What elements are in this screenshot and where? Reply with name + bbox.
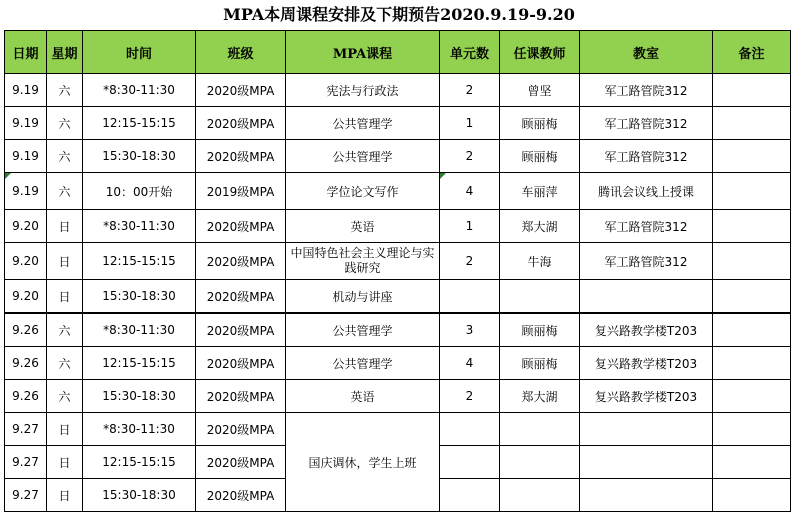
cell-class: 2020级MPA <box>196 210 286 243</box>
cell-units <box>440 280 500 314</box>
cell-note <box>713 243 791 280</box>
cell-room: 腾讯会议线上授课 <box>580 173 713 210</box>
cell-room <box>580 413 713 446</box>
cell-teacher <box>500 446 580 479</box>
cell-room <box>580 446 713 479</box>
cell-room <box>580 479 713 512</box>
cell-units: 1 <box>440 210 500 243</box>
cell-teacher: 车丽萍 <box>500 173 580 210</box>
cell-date: 9.19 <box>5 74 47 107</box>
cell-date: 9.26 <box>5 347 47 380</box>
cell-units: 2 <box>440 380 500 413</box>
cell-note <box>713 446 791 479</box>
table-row <box>5 210 791 243</box>
cell-time: 15:30-18:30 <box>83 140 196 173</box>
cell-class: 2020级MPA <box>196 313 286 347</box>
table-row <box>5 107 791 140</box>
cell-room <box>580 280 713 314</box>
cell-room: 军工路管院312 <box>580 210 713 243</box>
table-row <box>5 380 791 413</box>
cell-note <box>713 173 791 210</box>
cell-weekday: 六 <box>47 107 83 140</box>
cell-course: 公共管理学 <box>286 313 440 347</box>
cell-teacher: 郑大湖 <box>500 380 580 413</box>
cell-note <box>713 413 791 446</box>
cell-teacher: 顾丽梅 <box>500 140 580 173</box>
cell-weekday: 日 <box>47 479 83 512</box>
cell-units <box>440 446 500 479</box>
cell-teacher: 郑大湖 <box>500 210 580 243</box>
cell-class: 2020级MPA <box>196 413 286 446</box>
cell-room: 复兴路教学楼T203 <box>580 380 713 413</box>
table-row <box>5 280 791 314</box>
cell-class: 2019级MPA <box>196 173 286 210</box>
header-room: 教室 <box>580 31 713 74</box>
cell-weekday: 日 <box>47 210 83 243</box>
cell-units: 1 <box>440 107 500 140</box>
cell-time: 12:15-15:15 <box>83 243 196 280</box>
cell-room: 军工路管院312 <box>580 243 713 280</box>
cell-class: 2020级MPA <box>196 347 286 380</box>
cell-course: 公共管理学 <box>286 140 440 173</box>
cell-date: 9.19 <box>5 140 47 173</box>
cell-time: *8:30-11:30 <box>83 210 196 243</box>
cell-teacher <box>500 479 580 512</box>
cell-time: *8:30-11:30 <box>83 74 196 107</box>
header-row <box>5 31 791 74</box>
cell-weekday: 日 <box>47 243 83 280</box>
cell-teacher: 顾丽梅 <box>500 313 580 347</box>
header-date: 日期 <box>5 31 47 74</box>
header-note: 备注 <box>713 31 791 74</box>
table-row <box>5 74 791 107</box>
cell-note <box>713 347 791 380</box>
header-weekday: 星期 <box>47 31 83 74</box>
cell-units: 4 <box>440 347 500 380</box>
cell-weekday: 六 <box>47 173 83 210</box>
cell-time: 15:30-18:30 <box>83 479 196 512</box>
cell-teacher: 顾丽梅 <box>500 107 580 140</box>
cell-course: 宪法与行政法 <box>286 74 440 107</box>
cell-weekday: 六 <box>47 74 83 107</box>
header-time: 时间 <box>83 31 196 74</box>
cell-note <box>713 210 791 243</box>
cell-class: 2020级MPA <box>196 446 286 479</box>
cell-date: 9.26 <box>5 313 47 347</box>
cell-note <box>713 380 791 413</box>
cell-course: 英语 <box>286 210 440 243</box>
cell-merged-note: 国庆调休，学生上班 <box>286 413 440 512</box>
header-units: 单元数 <box>440 31 500 74</box>
cell-units <box>440 413 500 446</box>
page-title: MPA本周课程安排及下期预告2020.9.19-9.20 <box>223 5 575 24</box>
cell-course: 英语 <box>286 380 440 413</box>
cell-room: 军工路管院312 <box>580 140 713 173</box>
cell-time: 12:15-15:15 <box>83 347 196 380</box>
cell-class: 2020级MPA <box>196 243 286 280</box>
cell-class: 2020级MPA <box>196 107 286 140</box>
table-row <box>5 173 791 210</box>
cell-note <box>713 280 791 314</box>
header-teacher: 任课教师 <box>500 31 580 74</box>
cell-class: 2020级MPA <box>196 479 286 512</box>
cell-units: 3 <box>440 313 500 347</box>
cell-room: 军工路管院312 <box>580 107 713 140</box>
cell-units: 4 <box>440 173 500 210</box>
cell-units <box>440 479 500 512</box>
cell-date: 9.27 <box>5 446 47 479</box>
cell-class: 2020级MPA <box>196 74 286 107</box>
cell-note <box>713 313 791 347</box>
schedule-table <box>4 30 791 512</box>
cell-course: 公共管理学 <box>286 107 440 140</box>
cell-units: 2 <box>440 74 500 107</box>
cell-date: 9.20 <box>5 210 47 243</box>
cell-weekday: 六 <box>47 313 83 347</box>
table-row <box>5 243 791 280</box>
cell-note <box>713 74 791 107</box>
cell-teacher: 牛海 <box>500 243 580 280</box>
cell-teacher: 顾丽梅 <box>500 347 580 380</box>
cell-time: 12:15-15:15 <box>83 446 196 479</box>
cell-teacher <box>500 280 580 314</box>
cell-note <box>713 140 791 173</box>
cell-class: 2020级MPA <box>196 140 286 173</box>
cell-time: 15:30-18:30 <box>83 280 196 314</box>
cell-room: 军工路管院312 <box>580 74 713 107</box>
table-row <box>5 413 791 446</box>
header-class: 班级 <box>196 31 286 74</box>
cell-class: 2020级MPA <box>196 280 286 314</box>
cell-room: 复兴路教学楼T203 <box>580 313 713 347</box>
cell-course: 中国特色社会主义理论与实践研究 <box>286 243 440 280</box>
cell-time: *8:30-11:30 <box>83 313 196 347</box>
cell-date: 9.19 <box>5 173 47 210</box>
cell-date: 9.27 <box>5 413 47 446</box>
cell-date: 9.20 <box>5 280 47 314</box>
cell-date: 9.19 <box>5 107 47 140</box>
cell-weekday: 日 <box>47 413 83 446</box>
table-row <box>5 140 791 173</box>
cell-weekday: 六 <box>47 347 83 380</box>
cell-weekday: 日 <box>47 446 83 479</box>
cell-teacher: 曾坚 <box>500 74 580 107</box>
cell-time: 10：00开始 <box>83 173 196 210</box>
cell-room: 复兴路教学楼T203 <box>580 347 713 380</box>
cell-class: 2020级MPA <box>196 380 286 413</box>
cell-weekday: 六 <box>47 380 83 413</box>
cell-date: 9.20 <box>5 243 47 280</box>
header-course: MPA课程 <box>286 31 440 74</box>
cell-units: 2 <box>440 140 500 173</box>
table-row <box>5 313 791 347</box>
cell-units: 2 <box>440 243 500 280</box>
cell-course: 公共管理学 <box>286 347 440 380</box>
cell-weekday: 日 <box>47 280 83 314</box>
cell-date: 9.26 <box>5 380 47 413</box>
cell-time: 12:15-15:15 <box>83 107 196 140</box>
cell-course: 机动与讲座 <box>286 280 440 314</box>
cell-time: *8:30-11:30 <box>83 413 196 446</box>
cell-time: 15:30-18:30 <box>83 380 196 413</box>
cell-course: 学位论文写作 <box>286 173 440 210</box>
cell-note <box>713 479 791 512</box>
cell-teacher <box>500 413 580 446</box>
cell-weekday: 六 <box>47 140 83 173</box>
cell-date: 9.27 <box>5 479 47 512</box>
table-row <box>5 347 791 380</box>
cell-note <box>713 107 791 140</box>
